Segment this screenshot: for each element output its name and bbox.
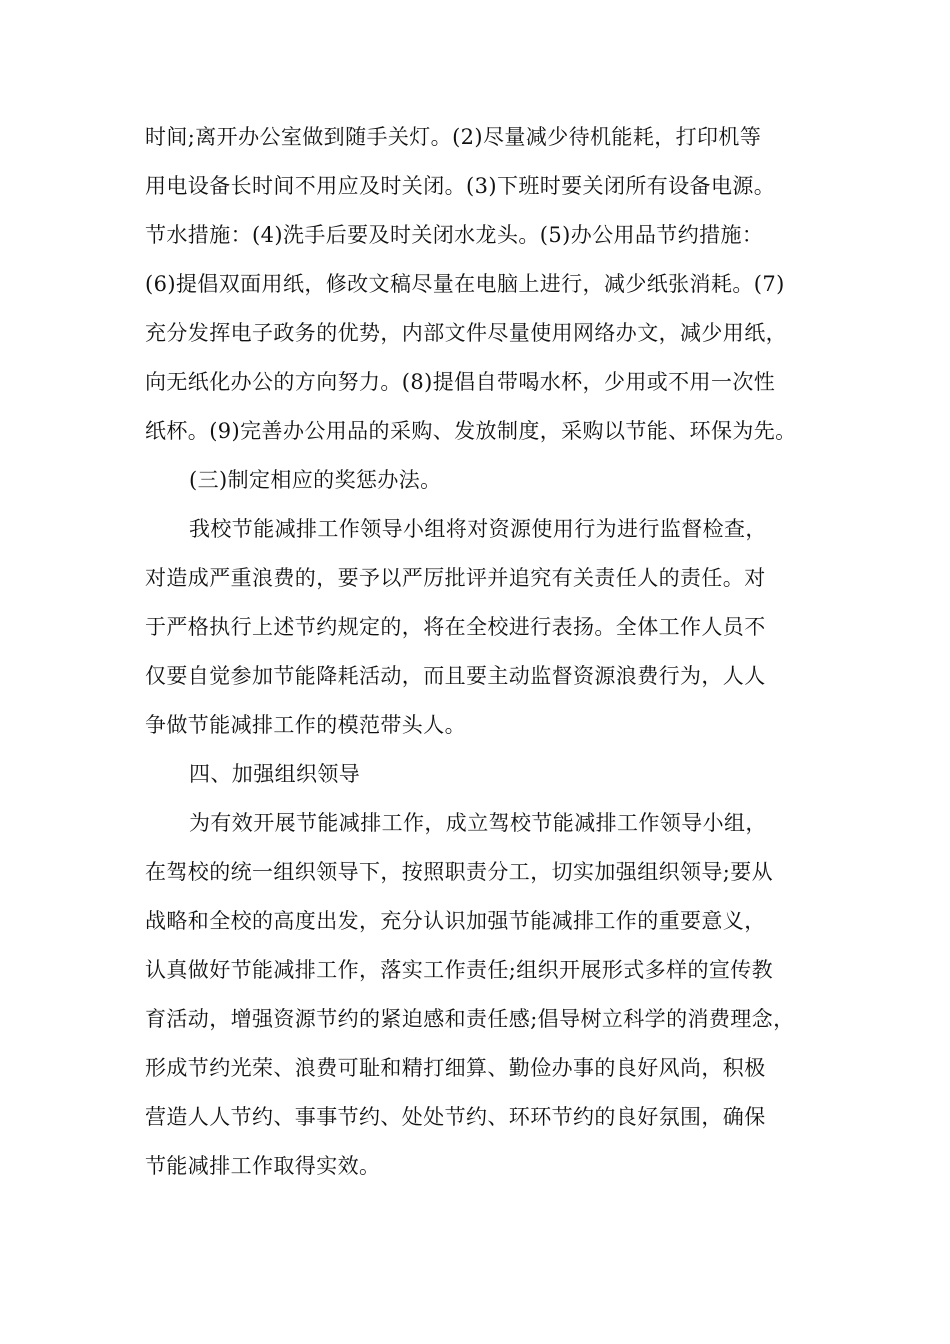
text-line: 向无纸化办公的方向努力。(8)提倡自带喝水杯，少用或不用一次性 <box>145 370 776 394</box>
text-line: 在驾校的统一组织领导下，按照职责分工，切实加强组织领导;要从 <box>145 860 774 884</box>
text-line: 争做节能减排工作的模范带头人。 <box>145 713 466 737</box>
text-line: 节水措施：(4)洗手后要及时关闭水龙头。(5)办公用品节约措施： <box>145 223 764 247</box>
text-line: 我校节能减排工作领导小组将对资源使用行为进行监督检查， <box>189 517 767 541</box>
text-line: 纸杯。(9)完善办公用品的采购、发放制度，采购以节能、环保为先。 <box>145 419 797 443</box>
text-line: (三)制定相应的奖惩办法。 <box>189 468 442 492</box>
text-line: 节能减排工作取得实效。 <box>145 1154 381 1178</box>
text-line: 时间;离开办公室做到随手关灯。(2)尽量减少待机能耗，打印机等 <box>145 125 762 149</box>
document-body <box>145 113 835 1191</box>
text-line: (6)提倡双面用纸，修改文稿尽量在电脑上进行，减少纸张消耗。(7) <box>145 272 785 296</box>
text-line: 营造人人节约、事事节约、处处节约、环环节约的良好氛围，确保 <box>145 1105 766 1129</box>
text-line: 用电设备长时间不用应及时关闭。(3)下班时要关闭所有设备电源。 <box>145 174 776 198</box>
text-line: 育活动，增强资源节约的紧迫感和责任感;倡导树立科学的消费理念， <box>145 1007 795 1031</box>
text-line: 于严格执行上述节约规定的，将在全校进行表扬。全体工作人员不 <box>145 615 766 639</box>
text-line: 仅要自觉参加节能降耗活动，而且要主动监督资源浪费行为，人人 <box>145 664 766 688</box>
text-line: 四、加强组织领导 <box>189 762 361 786</box>
text-line: 充分发挥电子政务的优势，内部文件尽量使用网络办文，减少用纸， <box>145 321 787 345</box>
text-line: 战略和全校的高度出发，充分认识加强节能减排工作的重要意义， <box>145 909 766 933</box>
text-line: 认真做好节能减排工作，落实工作责任;组织开展形式多样的宣传教 <box>145 958 774 982</box>
text-line: 为有效开展节能减排工作，成立驾校节能减排工作领导小组， <box>189 811 767 835</box>
text-line: 对造成严重浪费的，要予以严厉批评并追究有关责任人的责任。对 <box>145 566 766 590</box>
text-line: 形成节约光荣、浪费可耻和精打细算、勤俭办事的良好风尚，积极 <box>145 1056 766 1080</box>
